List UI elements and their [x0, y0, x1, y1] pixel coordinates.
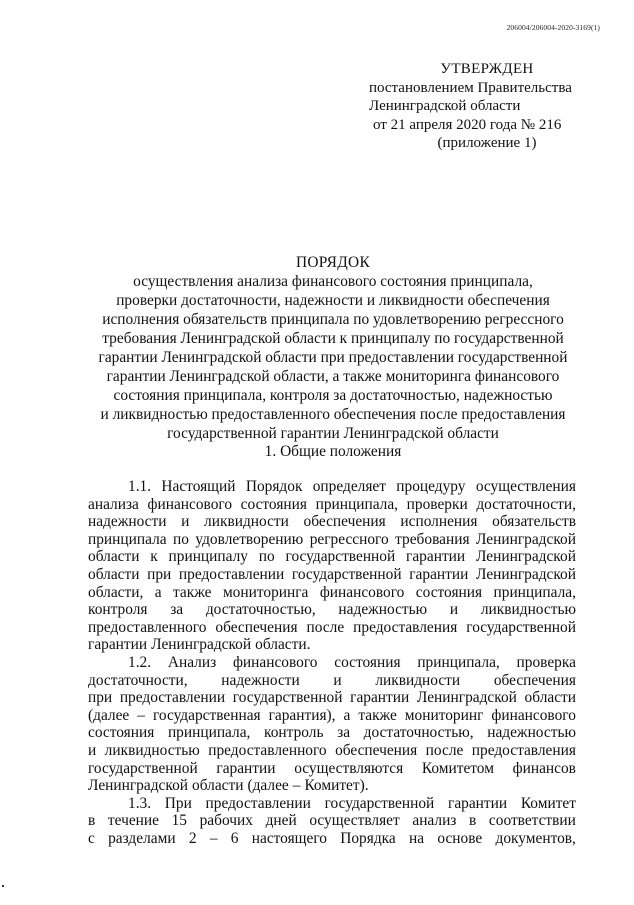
section-heading: 1. Общие положения — [264, 443, 402, 460]
body-word: разделами — [108, 829, 176, 847]
body-line — [88, 531, 576, 549]
title-line: осуществления анализа финансового состояния принципала, — [133, 273, 533, 290]
body-word: государственной — [324, 794, 435, 812]
body-line — [88, 566, 576, 584]
body-word: принципала, — [315, 495, 399, 513]
body-word: осуществляются — [294, 759, 404, 777]
body-word: осуществления — [475, 478, 576, 495]
body-word: принципала — [88, 530, 167, 548]
body-word: Ленинградской — [475, 565, 576, 583]
body-word: государственной — [232, 689, 343, 707]
body-word: в — [469, 812, 477, 830]
approval-resolution: постановлением Правительства — [369, 79, 572, 96]
body-line — [88, 724, 576, 742]
body-word: области — [524, 689, 576, 707]
body-word: финансового — [491, 706, 576, 724]
body-line — [88, 654, 576, 672]
body-line — [88, 742, 576, 760]
body-line — [88, 496, 576, 514]
document-heading: ПОРЯДОК — [295, 254, 371, 271]
body-word: принципала, — [493, 583, 576, 601]
body-word: требования — [395, 530, 470, 548]
body-word: также — [173, 583, 212, 601]
body-text — [88, 478, 576, 847]
body-word: за — [170, 601, 184, 619]
body-word: финансов — [512, 759, 576, 777]
body-word: 1.3. — [128, 794, 152, 812]
body-word: после — [306, 618, 345, 636]
body-word: достаточности, — [88, 671, 188, 689]
body-word: предоставленного — [88, 618, 207, 636]
body-word: Порядок — [245, 478, 303, 495]
body-word: соответствии — [488, 812, 576, 830]
body-line — [88, 707, 576, 725]
body-word: и — [181, 513, 190, 531]
body-word: предоставлении — [205, 794, 311, 812]
body-word: государственной — [291, 565, 402, 583]
body-word: по — [258, 548, 275, 566]
title-line: и ликвидностью предоставленного обеспечения после предоставления — [100, 406, 566, 423]
body-word: осуществляет — [309, 812, 400, 830]
body-word: достаточностью, — [205, 601, 316, 619]
body-word: к — [150, 548, 158, 566]
body-word: 15 — [171, 812, 187, 830]
body-word: также — [358, 706, 397, 724]
body-word: государственной — [88, 759, 198, 777]
body-word: достаточности, — [476, 495, 576, 513]
body-word: 1.1. — [128, 478, 152, 495]
body-line — [88, 548, 576, 566]
body-word: финансового — [319, 583, 405, 601]
body-word: настоящего — [251, 829, 327, 847]
body-word: и — [449, 601, 459, 619]
body-word: Анализ — [167, 653, 217, 671]
body-word: области — [88, 548, 140, 566]
body-word: состояния — [240, 495, 307, 513]
body-word: – — [292, 777, 301, 795]
body-line — [88, 760, 576, 778]
body-word: определяет — [312, 478, 386, 495]
body-word: мониторинга — [222, 583, 309, 601]
body-word: Ленинградской — [475, 530, 576, 548]
body-word: Комитет). — [304, 777, 369, 795]
body-word: государственной — [285, 548, 396, 566]
body-word: государственной — [466, 618, 576, 636]
scan-mark — [2, 885, 4, 887]
title-line: состояния принципала, контроля за достаточностью, надежностью — [113, 387, 553, 404]
body-word: надежности — [221, 671, 300, 689]
body-word: (далее — [247, 777, 289, 795]
body-word: гарантия), — [268, 706, 336, 724]
body-word: предоставления — [471, 741, 576, 759]
body-word: гарантии — [88, 636, 148, 654]
body-word: принципала, — [417, 653, 500, 671]
body-word: анализа — [88, 495, 139, 513]
body-word: документов, — [495, 829, 576, 847]
body-word: При — [164, 794, 192, 812]
body-word: области. — [255, 636, 311, 654]
body-line — [88, 795, 576, 813]
body-word: исполнения — [400, 513, 478, 531]
body-word: надежностью — [487, 724, 576, 742]
body-word: обязательств — [492, 513, 576, 531]
title-line: требования Ленинградской области к принципалу по государственной — [102, 330, 564, 347]
body-word: достаточностью, — [363, 724, 474, 742]
body-word: Ленинградской — [475, 548, 576, 566]
body-line — [88, 812, 576, 830]
body-word: проверки — [406, 495, 468, 513]
body-line — [88, 478, 576, 496]
body-word: за — [337, 724, 351, 742]
body-word: обеспечения — [335, 741, 418, 759]
body-word: состояния — [88, 724, 155, 742]
body-word: контроля — [88, 601, 148, 619]
body-word: регрессного — [309, 530, 389, 548]
body-word: гарантии — [216, 759, 276, 777]
body-word: предоставления — [353, 618, 458, 636]
body-word: Ленинградской — [88, 777, 189, 795]
body-line — [88, 636, 576, 654]
body-word: обеспечения — [493, 671, 576, 689]
body-word: надежности — [88, 513, 167, 531]
body-word: предоставлении — [119, 689, 226, 707]
body-word: состояния — [334, 653, 401, 671]
body-word: Комитет — [520, 794, 576, 812]
approval-title: УТВЕРЖДЕН — [440, 61, 534, 77]
body-word: – — [137, 706, 145, 724]
body-word: (далее — [88, 706, 130, 724]
body-word: предоставлении — [178, 565, 285, 583]
body-word: гарантии — [409, 565, 469, 583]
body-word: области, — [88, 583, 144, 601]
title-line: исполнения обязательств принципала по удовлетворению регрессного — [102, 311, 564, 328]
body-word: Комитетом — [421, 759, 494, 777]
body-word: по — [173, 530, 189, 548]
body-word: ликвидности — [375, 671, 461, 689]
body-word: финансового — [147, 495, 233, 513]
body-word: 2 — [188, 829, 197, 847]
body-word: 1.2. — [128, 653, 152, 671]
body-word: ликвидностью — [480, 601, 576, 619]
body-line — [88, 689, 576, 707]
body-word: гарантии — [350, 689, 410, 707]
body-word: рабочих — [199, 812, 253, 830]
body-word: анализ — [412, 812, 457, 830]
body-line — [88, 830, 576, 848]
approval-appendix: (приложение 1) — [437, 135, 537, 151]
body-word: после — [425, 741, 464, 759]
body-word: предоставленного — [208, 741, 327, 759]
body-word: принципалу — [168, 548, 248, 566]
body-word: дней — [265, 812, 297, 830]
body-word: ликвидности — [204, 513, 289, 531]
body-word: течение — [107, 812, 159, 830]
body-word: надежностью — [338, 601, 428, 619]
body-word: гарантии — [406, 548, 466, 566]
title-line: проверки достаточности, надежности и ликвидности обеспечения — [116, 292, 550, 309]
title-line: государственной гарантии Ленинградской области — [167, 425, 499, 442]
body-word: – — [209, 829, 218, 847]
title-line: гарантии Ленинградской области при предоставлении государственной — [98, 349, 568, 366]
body-word: а — [343, 706, 351, 724]
body-word: обеспечения — [303, 513, 386, 531]
body-word: удовлетворению — [195, 530, 304, 548]
body-word: государственная — [152, 706, 261, 724]
body-word: контроль — [264, 724, 324, 742]
body-word: основе — [437, 829, 483, 847]
body-word: процедуру — [396, 478, 466, 495]
approval-stamp-block — [362, 60, 612, 153]
body-line — [88, 513, 576, 531]
approval-region: Ленинградской области — [369, 98, 521, 114]
body-line — [88, 619, 576, 637]
body-word: Порядка — [340, 829, 396, 847]
body-word: и — [333, 671, 342, 689]
body-line — [88, 672, 576, 690]
body-line — [88, 584, 576, 602]
body-word: принципала, — [167, 724, 251, 742]
body-word: области — [192, 777, 244, 795]
body-word: ликвидностью — [104, 741, 200, 759]
body-word: Настоящий — [161, 478, 236, 495]
body-word: при — [147, 565, 172, 583]
approval-date-number: от 21 апреля 2020 года № 216 — [373, 116, 562, 133]
body-word: области — [88, 565, 140, 583]
title-line: гарантии Ленинградской области, а также мониторинга финансового — [106, 368, 560, 385]
document-code: 206004/206004-2020-3169(1) — [506, 23, 600, 32]
body-word: с — [88, 829, 95, 847]
body-word: и — [88, 741, 97, 759]
body-word: а — [154, 583, 162, 601]
body-word: обеспечения — [215, 618, 298, 636]
body-word: на — [409, 829, 425, 847]
body-word: финансового — [232, 653, 318, 671]
body-line — [88, 601, 576, 619]
body-word: Ленинградской — [151, 636, 252, 654]
body-word: 6 — [230, 829, 239, 847]
body-word: гарантии — [448, 794, 508, 812]
body-line — [88, 777, 576, 795]
body-word: состояния — [415, 583, 483, 601]
body-word: Ленинградской — [416, 689, 517, 707]
body-word: проверка — [516, 653, 576, 671]
body-word: в — [88, 812, 96, 830]
document-title-block — [88, 253, 578, 443]
body-word: мониторинг — [404, 706, 484, 724]
body-word: при — [88, 689, 113, 707]
